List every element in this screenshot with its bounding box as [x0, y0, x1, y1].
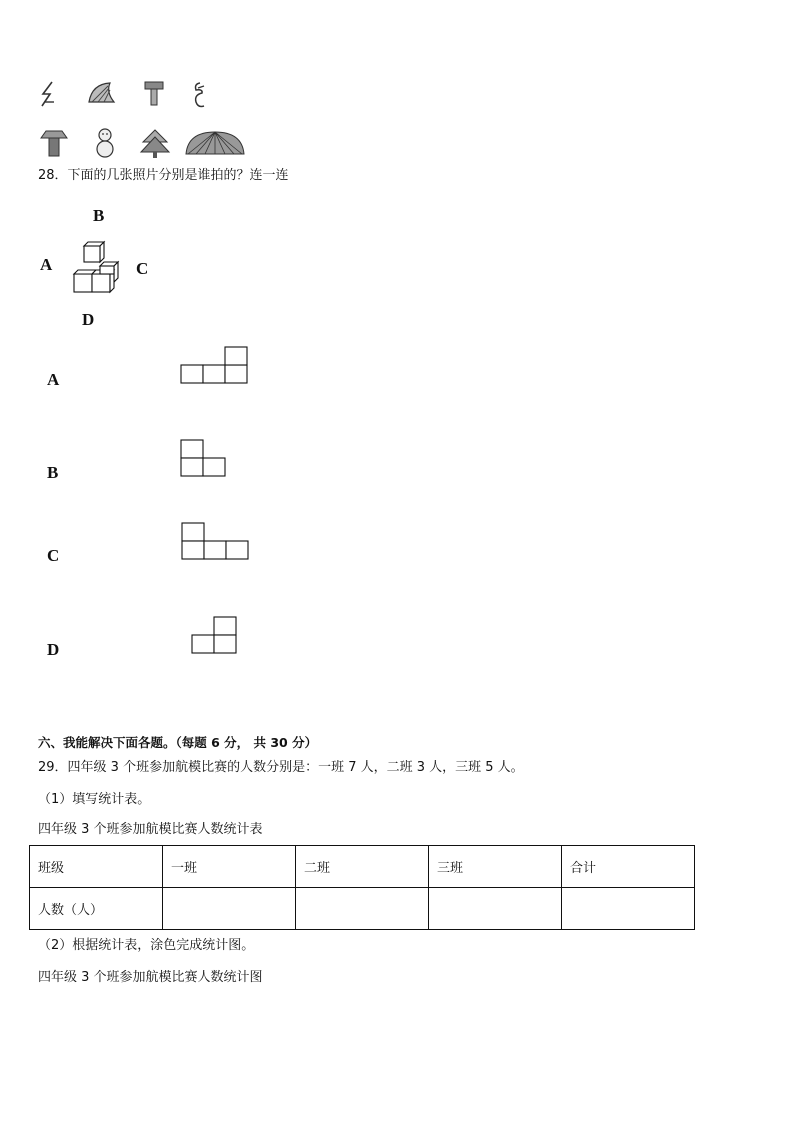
view-label-c: C [47, 546, 60, 565]
view-shape-c [181, 522, 251, 562]
view-label-d: D [47, 640, 60, 659]
table-answer-cell-class3[interactable] [429, 888, 562, 930]
position-label-top: B [93, 206, 105, 225]
umbrella-icon [184, 130, 246, 158]
question-28-text: 28．下面的几张照片分别是谁拍的？连一连 [38, 168, 289, 183]
mushroom-shadow-icon [142, 80, 166, 108]
question-29-part2: （2）根据统计表，涂色完成统计图。 [38, 938, 255, 953]
tree-icon [138, 128, 172, 160]
table-answer-cell-total[interactable] [562, 888, 695, 930]
position-label-bottom: D [82, 310, 95, 329]
view-label-a: A [47, 370, 60, 389]
view-shape-a [180, 346, 250, 386]
view-shape-d [191, 616, 239, 656]
section-heading: 六、我能解决下面各题。（每题 6 分， 共 30 分） [38, 735, 318, 750]
view-shape-b [180, 439, 228, 479]
question-29-part1: （1）填写统计表。 [38, 792, 151, 807]
snowman-icon [92, 126, 118, 160]
chart-title: 四年级 3 个班参加航模比赛人数统计图 [38, 970, 263, 985]
question-29-text: 29．四年级 3 个班参加航模比赛的人数分别是：一班 7 人，二班 3 人，三班 5 人。 [38, 760, 524, 775]
table-header-cell: 三班 [429, 846, 562, 888]
table-header-cell: 合计 [562, 846, 695, 888]
table-header-cell: 二班 [296, 846, 429, 888]
view-label-b: B [47, 463, 59, 482]
position-label-right: C [136, 259, 149, 278]
table-title: 四年级 3 个班参加航模比赛人数统计表 [38, 822, 263, 837]
table-answer-cell-class1[interactable] [163, 888, 296, 930]
table-row-label: 人数（人） [30, 888, 163, 930]
position-label-left: A [40, 255, 53, 274]
mushroom-icon [38, 128, 70, 160]
table-row [30, 888, 695, 930]
cube-cluster-figure [70, 240, 122, 296]
table-answer-cell-class2[interactable] [296, 888, 429, 930]
table-header-row [30, 846, 695, 888]
umbrella-shadow-icon [86, 80, 116, 106]
lightning-shadow-icon [38, 80, 60, 108]
statistics-table [29, 845, 695, 930]
table-header-cell: 一班 [163, 846, 296, 888]
snowman-shadow-icon [190, 80, 210, 110]
table-header-cell: 班级 [30, 846, 163, 888]
